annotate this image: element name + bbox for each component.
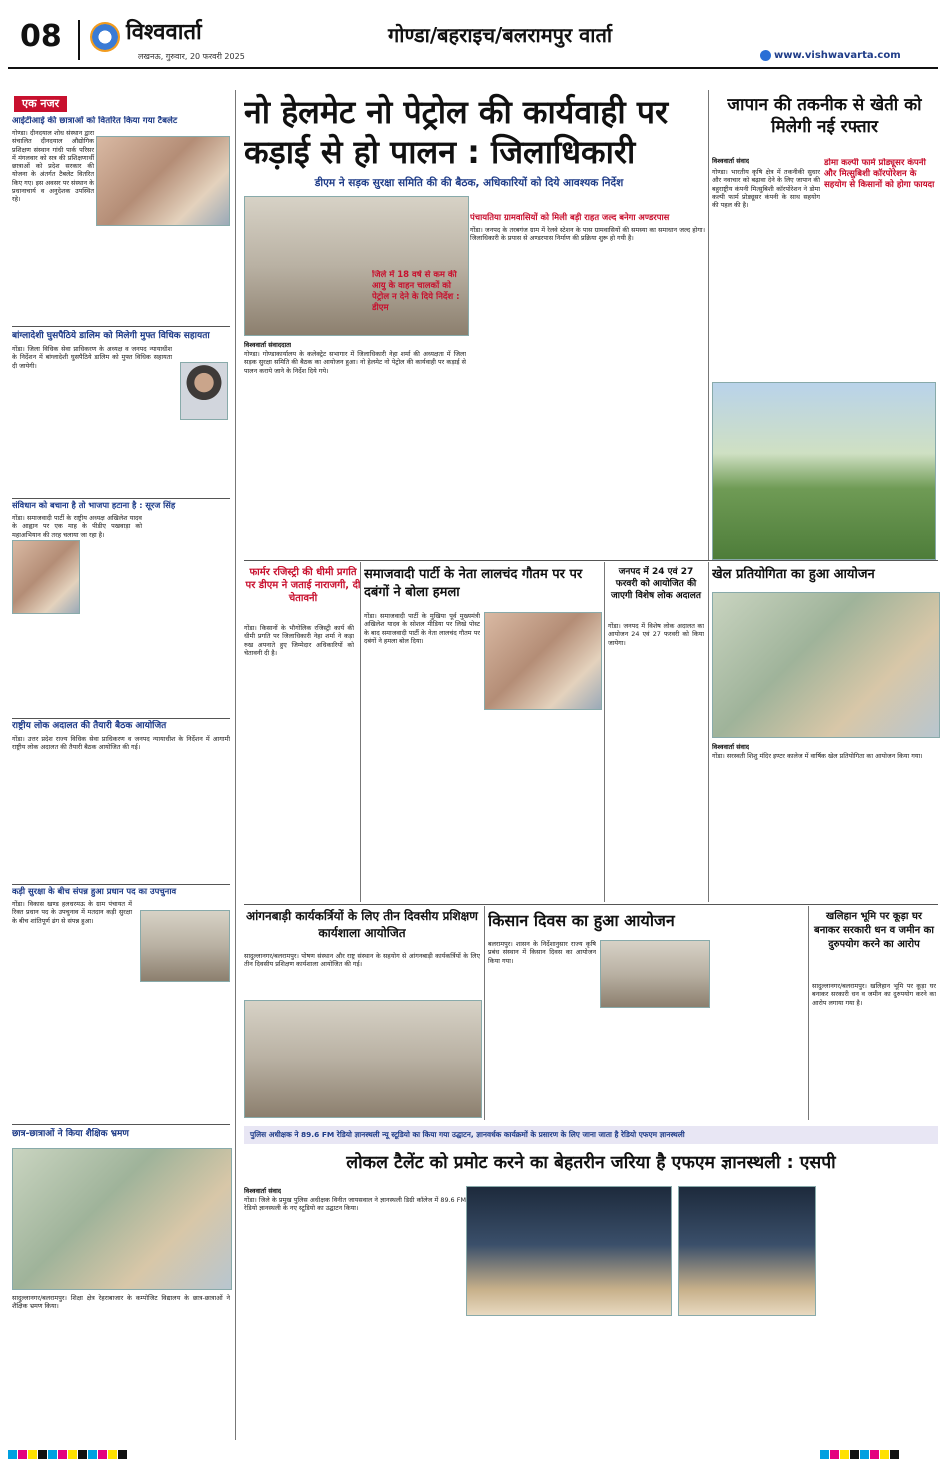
dateline: लखनऊ, गुरुवार, 20 फरवरी 2025 (138, 52, 245, 61)
radio-photo-1 (466, 1186, 672, 1316)
masthead (8, 14, 938, 66)
polling-photo (140, 910, 230, 982)
bhraman-body: सादुल्लानगर/बलरामपुर। शिक्षा क्षेत्र रेहराबाजार के कम्पोजिट विद्यालय के छात्र-छात्राओं ने शैक्षिक भ्रमण किया। (12, 1294, 230, 1311)
right-column-divider (708, 90, 709, 560)
divider (808, 906, 809, 1120)
lead-body-col2 (372, 340, 466, 550)
divider (12, 1124, 230, 1125)
sp-leader-photo (484, 612, 602, 710)
lead-meeting-photo (244, 196, 469, 336)
globe-icon (760, 50, 771, 61)
item-headline: छात्र-छात्राओं ने किया शैक्षिक भ्रमण (12, 1129, 129, 1139)
kisan-body: बलरामपुर। शासन के निर्देशानुसार राज्य कृषि प्रबंध संस्थान में किसान दिवस का आयोजन किया गया। (488, 940, 596, 965)
section-label-ek-nazar: एक नजर (14, 96, 67, 112)
divider (708, 562, 709, 902)
item-body: गोंडा। समाजवादी पार्टी के राष्ट्रीय अध्यक्ष अखिलेश यादव के आह्वान पर एक माह के पीडीए पखवाड़ा को महाअभियान की तरह चलाया जा रहा है। (12, 514, 142, 539)
radio-body-right (820, 1186, 936, 1436)
farmer-headline: फार्मर रजिस्ट्री की धीमी प्रगति पर डीएम ने जताई नाराजगी, दी चेतावनी (245, 567, 361, 604)
japan-callout: डोमा कल्पी फार्म प्रोड्यूसर कंपनी और मित्सुबिशी कॉरपोरेशन के सहयोग से किसानों को होगा फायदा (824, 158, 935, 190)
sp-meeting-photo (12, 540, 80, 614)
tablet-photo (96, 136, 230, 226)
lead-subhead: डीएम ने सड़क सुरक्षा समिति की की बैठक, अधिकारियों को दिये आवश्यक निर्देश (314, 177, 624, 189)
radio-photo-2 (678, 1186, 816, 1316)
lead-callout (372, 270, 468, 314)
divider (12, 326, 230, 327)
khalihan-headline: खलिहान भूमि पर कूड़ा घर बनाकर सरकारी धन व जमीन का दुरुपयोग करने का आरोप (814, 911, 934, 950)
divider (244, 560, 938, 561)
lead-byline: विश्ववार्ता संवाददाता (244, 341, 292, 349)
lead-body: गोण्डा। गोण्डाकार्यालय के कलेक्ट्रेट सभागार में जिलाधिकारी नेहा शर्मा की अध्यक्षता में जिला सड़क सुरक्षा समिति की बैठक का आयोजन हुआ। नो हेलमेट नो पेट्रोल की कार्यवाही पर कड़ाई से पालन कराये जाने के निर्देश दिये गये। (244, 350, 466, 375)
radio-body: गोंडा। जिले के प्रमुख पुलिस अधीक्षक विनीत जायसवाल ने ज्ञानस्थली डिग्री कॉलेज में 89.6 FM रेडियो ज्ञानस्थली के नए स्टूडियो का उद्घाटन किया। (244, 1196, 466, 1213)
japan-byline: विश्ववार्ता संवाद (712, 157, 750, 165)
kisan-headline: किसान दिवस का हुआ आयोजन (488, 911, 675, 930)
color-registration-marks (8, 1450, 127, 1459)
left-item-lok-adalat (12, 720, 230, 880)
panchayat-headline: पंचायतिया ग्रामवासियों को मिली बड़ी राहत जल्द बनेगा अण्डरपास (470, 212, 670, 222)
divider (244, 904, 938, 905)
page-number: 08 (20, 19, 62, 54)
japan-body: गोण्डा। भारतीय कृषि क्षेत्र में तकनीकी सुधार और नवाचार को बढ़ावा देने के लिए जापान की बहुराष्ट्रीय कंपनी मित्सुबिशी कॉरपोरेशन ने डोमा कल्पी फार्म प्रोड्यूसर कंपनी के साथ सहयोग की पहल की है। (712, 168, 820, 210)
divider (604, 562, 605, 902)
website-link[interactable]: www.vishwavarta.com (774, 50, 901, 61)
sports-headline: खेल प्रतियोगिता का हुआ आयोजन (712, 567, 875, 582)
panchayat-body: गोंडा। जनपद के तरबगंज ग्राम में रेलवे स्टेशन के पास ग्रामवासियों की समस्या का समाधान जल्द होगा। जिलाधिकारी के प्रयास से अण्डरपास निर्माण की प्रक्रिया शुरू हो गयी है। (470, 226, 705, 243)
radio-byline: विश्ववार्ता संवाद (244, 1187, 282, 1195)
radio-banner (244, 1126, 938, 1144)
lok-adalat-headline: जनपद में 24 एवं 27 फरवरी को आयोजित की जाएगी विशेष लोक अदालत (610, 567, 701, 601)
divider (12, 884, 230, 885)
students-photo (12, 1148, 232, 1290)
color-registration-marks-right (820, 1450, 899, 1459)
radio-banner-text: पुलिस अधीक्षक ने 89.6 FM रेडियो ज्ञानस्थली न्यू स्टूडियो का किया गया उद्घाटन, ज्ञानवर्धक कार्यक्रमों के प्रसारण के लिए जाना जाता है रेडियो एफएम ज्ञानस्थली (250, 1130, 685, 1139)
header-rule (8, 67, 938, 69)
brand-logo-icon (90, 22, 120, 52)
divider (484, 906, 485, 1120)
item-body: गोंडा। विकास खण्ड हलधरमऊ के ग्राम पंचायत में रिक्त प्रधान पद के उपचुनाव में मतदान कड़ी सुरक्षा के बीच शांतिपूर्ण ढंग से संपन्न हुआ। (12, 900, 132, 925)
item-headline: संविधान को बचाना है तो भाजपा हटाना है : सूरज सिंह (12, 500, 176, 510)
divider (12, 498, 230, 499)
farmer-body: गोंडा। किसानों के भौगोलिक रजिस्ट्री कार्य की धीमी प्रगति पर जिलाधिकारी नेहा शर्मा ने कड़ा रुख अपनाते हुए जिम्मेदार अधिकारियों को चेतावनी दी है। (244, 624, 354, 657)
sports-photo (712, 592, 940, 738)
item-headline: बांग्लादेशी घुसपैठिये डालिम को मिलेगी मुफ्त विधिक सहायता (12, 331, 210, 341)
edition-title: गोण्डा/बहराइच/बलरामपुर वार्ता (388, 23, 613, 47)
kisan-photo (600, 940, 710, 1008)
item-headline: कड़ी सुरक्षा के बीच संपन्न हुआ प्रधान पद का उपचुनाव (12, 886, 177, 896)
sports-byline: विश्ववार्ता संवाद (712, 743, 750, 751)
callout-text: जिले में 18 वर्ष से कम की आयु के वाहन चालकों को पेट्रोल न देने के दिये निर्देश : डीएम (372, 270, 460, 313)
item-body: गोण्डा। दीनदयाल शोध संस्थान द्वारा संचालित दीनदयाल औद्योगिक प्रशिक्षण संस्थान गांधी पार्क परिसर में मंगलवार को सत्र की प्रशिक्षणार्थी छात्राओं को प्रदेश सरकार की योजना के अंतर्गत टैबलेट वितरित किए गए। इस अवसर पर संस्थान के प्रधानाचार्य व अनुदेशक उपस्थित रहे। (12, 129, 94, 204)
left-column-divider (235, 90, 236, 1440)
left-item-bhraman (12, 1128, 230, 1148)
sp-leader-body: गोंडा। समाजवादी पार्टी के मुखिया पूर्व मुख्यमंत्री अखिलेश यादव के सोशल मीडिया पर लिखे पोस्ट के बाद समाजवादी पार्टी के नेता लालचंद गौतम पर दबंगों ने हमला बोल दिया। (364, 612, 480, 645)
divider (360, 562, 361, 902)
khalihan-body: सादुल्लानगर/बलरामपुर। खलिहान भूमि पर कूड़ा घर बनाकर सरकारी धन व जमीन का दुरुपयोग करने का आरोप लगाया गया है। (812, 982, 936, 1007)
sports-body: गोंडा। सरस्वती शिशु मंदिर इण्टर कालेज में वार्षिक खेल प्रतियोगिता का आयोजन किया गया। (712, 752, 923, 760)
page-number-divider (78, 20, 80, 60)
item-headline: आईटीआई की छात्राओं को वितरित किया गया टैबलेट (12, 116, 178, 126)
divider (12, 718, 230, 719)
anganwadi-headline: आंगनबाड़ी कार्यकर्त्रियों के लिए तीन दिवसीय प्रशिक्षण कार्यशाला आयोजित (246, 909, 478, 940)
item-headline: राष्ट्रीय लोक अदालत की तैयारी बैठक आयोजित (12, 721, 167, 731)
japan-headline: जापान की तकनीक से खेती को मिलेगी नई रफ्तार (727, 95, 922, 137)
sp-leader-headline: समाजवादी पार्टी के नेता लालचंद गौतम पर पर दबंगों ने बोला हमला (364, 567, 583, 600)
item-body: गोंडा। उत्तर प्रदेश राज्य विधिक सेवा प्राधिकरण व जनपद न्यायाधीश के निर्देशन में आगामी राष्ट्रीय लोक अदालत की तैयारी बैठक आयोजित की गई। (12, 735, 230, 752)
anganwadi-body: सादुल्लानगर/बलरामपुर। पोषण संस्थान और राष्ट्र संस्थान के सहयोग से आंगनबाड़ी कार्यकर्त्रियों के लिए तीन दिवसीय प्रशिक्षण कार्यशाला आयोजित की गई। (244, 952, 480, 969)
lead-headline: नो हेलमेट नो पेट्रोल की कार्यवाही पर कड़ाई से हो पालन : जिलाधिकारी (244, 93, 669, 171)
lok-adalat-body: गोंडा। जनपद में विशेष लोक अदालत का आयोजन 24 एवं 27 फरवरी को किया जायेगा। (608, 622, 704, 647)
brand-name: विश्ववार्ता (126, 20, 202, 45)
radio-headline: लोकल टैलेंट को प्रमोट करने का बेहतरीन जरिया है एफएम ज्ञानस्थली : एसपी (346, 1153, 836, 1173)
item-body: गोंडा। जिला विधिक सेवा प्राधिकरण के अध्यक्ष व जनपद न्यायाधीश के निर्देशन में बांग्लादेशी घुसपैठिये डालिम को मुफ्त विधिक सहायता दी जायेगी। (12, 345, 172, 370)
portrait-photo (180, 362, 228, 420)
radio-body-cont (466, 1318, 814, 1436)
anganwadi-photo (244, 1000, 482, 1118)
farm-photo (712, 382, 936, 560)
